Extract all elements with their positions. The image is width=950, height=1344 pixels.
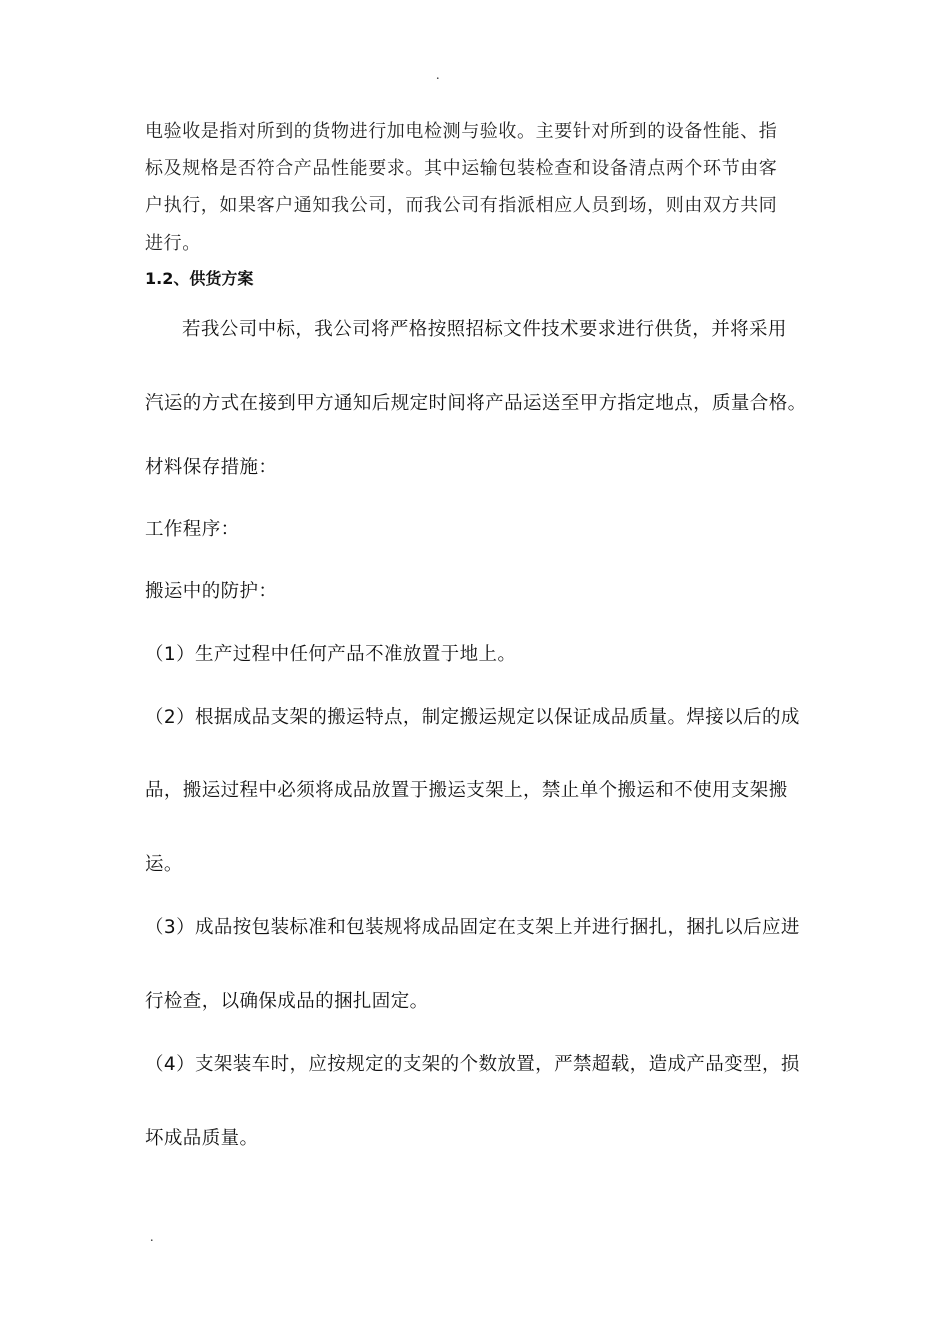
list-item-2-line: 运。	[145, 854, 183, 875]
list-item-2-line: （2）根据成品支架的搬运特点，制定搬运规定以保证成品质量。焊接以后的成	[145, 707, 800, 728]
work-procedure-label: 工作程序：	[145, 519, 240, 540]
list-item-3-line: 行检查，以确保成品的捆扎固定。	[145, 991, 429, 1012]
supply-line: 汽运的方式在接到甲方通知后规定时间将产品运送至甲方指定地点，质量合格。	[145, 393, 807, 414]
list-item-3-line: （3）成品按包装标准和包装规将成品固定在支架上并进行捆扎，捆扎以后应进	[145, 917, 800, 938]
intro-line: 户执行，如果客户通知我公司，而我公司有指派相应人员到场，则由双方共同	[145, 195, 778, 216]
intro-line: 电验收是指对所到的货物进行加电检测与验收。主要针对所到的设备性能、指	[145, 121, 778, 142]
list-item-4-line: 坏成品质量。	[145, 1128, 259, 1149]
supply-line: 若我公司中标，我公司将严格按照招标文件技术要求进行供货，并将采用	[182, 319, 787, 340]
list-item-1: （1）生产过程中任何产品不准放置于地上。	[145, 644, 517, 665]
section-heading: 1.2、供货方案	[145, 269, 254, 288]
header-dot: .	[436, 68, 440, 83]
intro-line: 进行。	[145, 233, 201, 254]
intro-line: 标及规格是否符合产品性能要求。其中运输包装检查和设备清点两个环节由客	[145, 158, 778, 179]
material-storage-label: 材料保存措施：	[145, 457, 278, 478]
list-item-4-line: （4）支架装车时，应按规定的支架的个数放置，严禁超载，造成产品变型，损	[145, 1054, 800, 1075]
footer-dot: .	[150, 1230, 154, 1245]
list-item-2-line: 品，搬运过程中必须将成品放置于搬运支架上，禁止单个搬运和不使用支架搬	[145, 780, 788, 801]
transport-protection-label: 搬运中的防护：	[145, 581, 278, 602]
